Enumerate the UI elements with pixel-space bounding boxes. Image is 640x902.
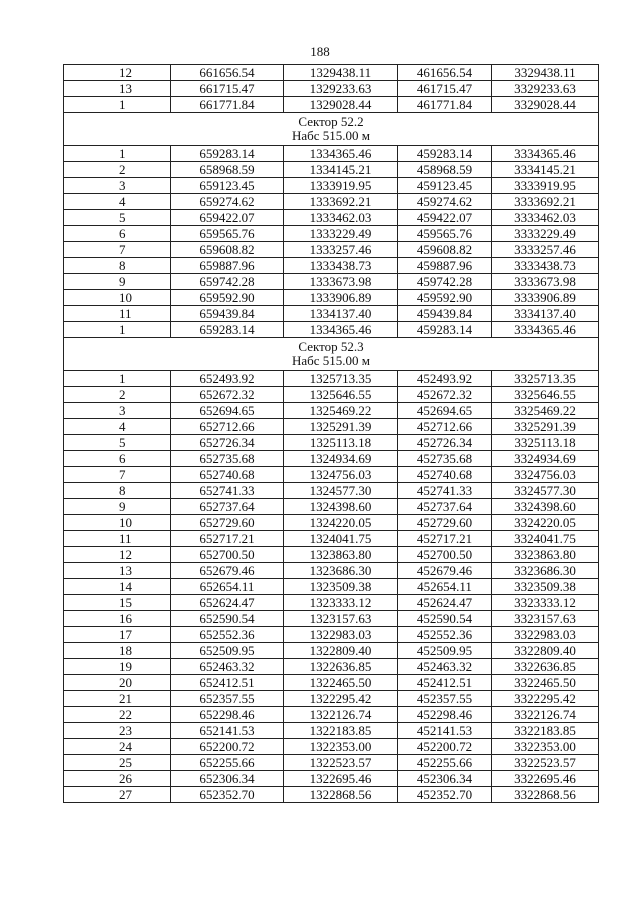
coord-y2-cell: 3322983.03 — [492, 627, 599, 643]
coord-y2-cell: 3325646.55 — [492, 387, 599, 403]
coord-x-cell: 652679.46 — [171, 563, 284, 579]
coord-y2-cell: 3324577.30 — [492, 483, 599, 499]
coord-y-cell: 1323157.63 — [284, 611, 398, 627]
coord-y-cell: 1322695.46 — [284, 771, 398, 787]
coord-y2-cell: 3333673.98 — [492, 274, 599, 290]
coord-y2-cell: 3322523.57 — [492, 755, 599, 771]
point-number-cell: 15 — [64, 595, 171, 611]
point-number-cell: 12 — [64, 65, 171, 81]
coord-x-cell: 659592.90 — [171, 290, 284, 306]
table-row — [64, 739, 599, 755]
coord-y-cell: 1322183.85 — [284, 723, 398, 739]
table-row — [64, 547, 599, 563]
table-row — [64, 210, 599, 226]
point-number-cell: 11 — [64, 531, 171, 547]
coord-x2-cell: 452654.11 — [398, 579, 492, 595]
point-number-cell: 2 — [64, 387, 171, 403]
coord-x-cell: 652735.68 — [171, 451, 284, 467]
table-row — [64, 659, 599, 675]
coord-y2-cell: 3322465.50 — [492, 675, 599, 691]
coord-x-cell: 652672.32 — [171, 387, 284, 403]
coord-y-cell: 1323863.80 — [284, 547, 398, 563]
coord-x-cell: 652726.34 — [171, 435, 284, 451]
coord-x2-cell: 452255.66 — [398, 755, 492, 771]
table-row — [64, 97, 599, 113]
point-number-cell: 5 — [64, 210, 171, 226]
point-number-cell: 17 — [64, 627, 171, 643]
point-number-cell: 12 — [64, 547, 171, 563]
table-row — [64, 403, 599, 419]
coord-x2-cell: 459123.45 — [398, 178, 492, 194]
coord-y2-cell: 3323863.80 — [492, 547, 599, 563]
coord-x-cell: 652463.32 — [171, 659, 284, 675]
coord-y2-cell: 3329233.63 — [492, 81, 599, 97]
coord-x-cell: 652729.60 — [171, 515, 284, 531]
coord-x-cell: 659742.28 — [171, 274, 284, 290]
coord-x-cell: 652654.11 — [171, 579, 284, 595]
coord-x-cell: 652694.65 — [171, 403, 284, 419]
coord-y2-cell: 3333692.21 — [492, 194, 599, 210]
table-row — [64, 81, 599, 97]
coord-x2-cell: 452735.68 — [398, 451, 492, 467]
coord-x2-cell: 452493.92 — [398, 371, 492, 387]
point-number-cell: 3 — [64, 403, 171, 419]
coord-y2-cell: 3324934.69 — [492, 451, 599, 467]
coord-x2-cell: 452412.51 — [398, 675, 492, 691]
table-row — [64, 675, 599, 691]
point-number-cell: 1 — [64, 322, 171, 338]
coord-y2-cell: 3322126.74 — [492, 707, 599, 723]
coord-x-cell: 652740.68 — [171, 467, 284, 483]
sector-header — [64, 113, 599, 146]
coord-x2-cell: 452717.21 — [398, 531, 492, 547]
coord-x-cell: 658968.59 — [171, 162, 284, 178]
coord-y-cell: 1334365.46 — [284, 322, 398, 338]
coord-x-cell: 659439.84 — [171, 306, 284, 322]
coord-y-cell: 1322523.57 — [284, 755, 398, 771]
coord-y-cell: 1323333.12 — [284, 595, 398, 611]
point-number-cell: 8 — [64, 258, 171, 274]
point-number-cell: 13 — [64, 563, 171, 579]
coord-y2-cell: 3333257.46 — [492, 242, 599, 258]
coord-y-cell: 1322868.56 — [284, 787, 398, 803]
coord-y2-cell: 3324756.03 — [492, 467, 599, 483]
coord-y2-cell: 3323157.63 — [492, 611, 599, 627]
point-number-cell: 1 — [64, 146, 171, 162]
coord-x-cell: 652306.34 — [171, 771, 284, 787]
point-number-cell: 18 — [64, 643, 171, 659]
coord-x2-cell: 461656.54 — [398, 65, 492, 81]
table-row — [64, 162, 599, 178]
coord-x-cell: 652624.47 — [171, 595, 284, 611]
coord-x-cell: 652298.46 — [171, 707, 284, 723]
coord-y2-cell: 3322295.42 — [492, 691, 599, 707]
coord-x2-cell: 452712.66 — [398, 419, 492, 435]
coord-x2-cell: 461715.47 — [398, 81, 492, 97]
table-row — [64, 306, 599, 322]
table-row — [64, 258, 599, 274]
point-number-cell: 24 — [64, 739, 171, 755]
table-row — [64, 226, 599, 242]
coord-y-cell: 1334365.46 — [284, 146, 398, 162]
coord-y2-cell: 3329438.11 — [492, 65, 599, 81]
coord-y-cell: 1334145.21 — [284, 162, 398, 178]
page-number: 188 — [310, 44, 330, 59]
coord-y-cell: 1324041.75 — [284, 531, 398, 547]
coord-x2-cell: 459608.82 — [398, 242, 492, 258]
coord-x-cell: 652255.66 — [171, 755, 284, 771]
coord-y2-cell: 3324398.60 — [492, 499, 599, 515]
coord-y2-cell: 3323509.38 — [492, 579, 599, 595]
coord-x2-cell: 459283.14 — [398, 146, 492, 162]
coord-y2-cell: 3324041.75 — [492, 531, 599, 547]
point-number-cell: 10 — [64, 290, 171, 306]
coord-y-cell: 1324220.05 — [284, 515, 398, 531]
coord-y2-cell: 3333919.95 — [492, 178, 599, 194]
table-row — [64, 467, 599, 483]
table-row — [64, 387, 599, 403]
coordinates-table-body — [64, 65, 599, 803]
point-number-cell: 19 — [64, 659, 171, 675]
coord-y-cell: 1322636.85 — [284, 659, 398, 675]
point-number-cell: 2 — [64, 162, 171, 178]
coord-y2-cell: 3333229.49 — [492, 226, 599, 242]
coord-y2-cell: 3322868.56 — [492, 787, 599, 803]
coord-x-cell: 659608.82 — [171, 242, 284, 258]
coord-y2-cell: 3322809.40 — [492, 643, 599, 659]
coord-x2-cell: 452729.60 — [398, 515, 492, 531]
table-row — [64, 194, 599, 210]
coord-x-cell: 652412.51 — [171, 675, 284, 691]
point-number-cell: 27 — [64, 787, 171, 803]
coord-x2-cell: 458968.59 — [398, 162, 492, 178]
table-row — [64, 579, 599, 595]
coord-y-cell: 1333462.03 — [284, 210, 398, 226]
coord-x2-cell: 452306.34 — [398, 771, 492, 787]
coord-x-cell: 652712.66 — [171, 419, 284, 435]
table-row — [64, 435, 599, 451]
coord-x-cell: 659887.96 — [171, 258, 284, 274]
table-row — [64, 643, 599, 659]
coord-x2-cell: 459887.96 — [398, 258, 492, 274]
coord-x2-cell: 452726.34 — [398, 435, 492, 451]
sector-header-row — [64, 338, 599, 371]
coord-x-cell: 659565.76 — [171, 226, 284, 242]
coord-x2-cell: 452352.70 — [398, 787, 492, 803]
table-row — [64, 483, 599, 499]
coord-x-cell: 652200.72 — [171, 739, 284, 755]
coord-y2-cell: 3333438.73 — [492, 258, 599, 274]
coord-y-cell: 1325113.18 — [284, 435, 398, 451]
coord-y-cell: 1322983.03 — [284, 627, 398, 643]
coordinates-table — [63, 64, 599, 803]
coord-x-cell: 659274.62 — [171, 194, 284, 210]
coord-x-cell: 652141.53 — [171, 723, 284, 739]
table-row — [64, 290, 599, 306]
coord-y-cell: 1324398.60 — [284, 499, 398, 515]
table-row — [64, 707, 599, 723]
coord-y2-cell: 3334145.21 — [492, 162, 599, 178]
coord-x2-cell: 459439.84 — [398, 306, 492, 322]
table-row — [64, 515, 599, 531]
point-number-cell: 20 — [64, 675, 171, 691]
coord-y-cell: 1325291.39 — [284, 419, 398, 435]
point-number-cell: 23 — [64, 723, 171, 739]
coord-y-cell: 1333906.89 — [284, 290, 398, 306]
coord-y-cell: 1333438.73 — [284, 258, 398, 274]
coord-x2-cell: 452679.46 — [398, 563, 492, 579]
coord-y-cell: 1322353.00 — [284, 739, 398, 755]
coord-y-cell: 1324756.03 — [284, 467, 398, 483]
coord-x2-cell: 452741.33 — [398, 483, 492, 499]
table-row — [64, 322, 599, 338]
point-number-cell: 10 — [64, 515, 171, 531]
coord-y-cell: 1322295.42 — [284, 691, 398, 707]
coord-x-cell: 652509.95 — [171, 643, 284, 659]
coord-x2-cell: 461771.84 — [398, 97, 492, 113]
coord-y2-cell: 3329028.44 — [492, 97, 599, 113]
table-row — [64, 65, 599, 81]
point-number-cell: 7 — [64, 242, 171, 258]
coord-x2-cell: 452509.95 — [398, 643, 492, 659]
coord-x2-cell: 452624.47 — [398, 595, 492, 611]
point-number-cell: 4 — [64, 194, 171, 210]
point-number-cell: 16 — [64, 611, 171, 627]
coord-x2-cell: 452141.53 — [398, 723, 492, 739]
coord-x-cell: 652552.36 — [171, 627, 284, 643]
table-row — [64, 242, 599, 258]
coord-y2-cell: 3325291.39 — [492, 419, 599, 435]
point-number-cell: 3 — [64, 178, 171, 194]
point-number-cell: 7 — [64, 467, 171, 483]
point-number-cell: 6 — [64, 226, 171, 242]
point-number-cell: 13 — [64, 81, 171, 97]
coord-x2-cell: 452694.65 — [398, 403, 492, 419]
point-number-cell: 1 — [64, 97, 171, 113]
coord-x2-cell: 452737.64 — [398, 499, 492, 515]
coord-x2-cell: 459274.62 — [398, 194, 492, 210]
coord-y-cell: 1325646.55 — [284, 387, 398, 403]
sector-header — [64, 338, 599, 371]
coord-x-cell: 659123.45 — [171, 178, 284, 194]
coord-y-cell: 1322465.50 — [284, 675, 398, 691]
coord-y2-cell: 3322695.46 — [492, 771, 599, 787]
table-row — [64, 563, 599, 579]
coord-y2-cell: 3322183.85 — [492, 723, 599, 739]
coord-x2-cell: 452700.50 — [398, 547, 492, 563]
coord-y-cell: 1333919.95 — [284, 178, 398, 194]
sector-height: Набс 515.00 м — [291, 353, 371, 368]
table-row — [64, 178, 599, 194]
point-number-cell: 25 — [64, 755, 171, 771]
coord-x-cell: 652493.92 — [171, 371, 284, 387]
coord-y-cell: 1323509.38 — [284, 579, 398, 595]
table-row — [64, 595, 599, 611]
coord-y-cell: 1333673.98 — [284, 274, 398, 290]
coord-x-cell: 659283.14 — [171, 146, 284, 162]
coord-y-cell: 1329028.44 — [284, 97, 398, 113]
coord-y-cell: 1325469.22 — [284, 403, 398, 419]
coord-x-cell: 652357.55 — [171, 691, 284, 707]
coord-x-cell: 652352.70 — [171, 787, 284, 803]
coord-x2-cell: 452298.46 — [398, 707, 492, 723]
coord-y2-cell: 3325713.35 — [492, 371, 599, 387]
coord-y-cell: 1333257.46 — [284, 242, 398, 258]
coord-x-cell: 652590.54 — [171, 611, 284, 627]
sector-title: Сектор 52.3 — [298, 339, 364, 354]
coord-y-cell: 1325713.35 — [284, 371, 398, 387]
table-row — [64, 611, 599, 627]
coord-y-cell: 1334137.40 — [284, 306, 398, 322]
coord-y2-cell: 3333462.03 — [492, 210, 599, 226]
sector-title: Сектор 52.2 — [298, 114, 364, 129]
coord-x-cell: 661715.47 — [171, 81, 284, 97]
coord-x-cell: 652700.50 — [171, 547, 284, 563]
coord-y-cell: 1322126.74 — [284, 707, 398, 723]
table-row — [64, 771, 599, 787]
coord-x2-cell: 459742.28 — [398, 274, 492, 290]
coord-y2-cell: 3325469.22 — [492, 403, 599, 419]
coord-y2-cell: 3334365.46 — [492, 322, 599, 338]
table-row — [64, 531, 599, 547]
coord-x-cell: 652737.64 — [171, 499, 284, 515]
coord-y2-cell: 3334365.46 — [492, 146, 599, 162]
coord-x-cell: 652717.21 — [171, 531, 284, 547]
table-row — [64, 723, 599, 739]
coord-x2-cell: 452672.32 — [398, 387, 492, 403]
table-row — [64, 499, 599, 515]
point-number-cell: 9 — [64, 499, 171, 515]
coord-y-cell: 1322809.40 — [284, 643, 398, 659]
coord-y-cell: 1333692.21 — [284, 194, 398, 210]
point-number-cell: 14 — [64, 579, 171, 595]
coord-y-cell: 1324577.30 — [284, 483, 398, 499]
coord-y2-cell: 3322636.85 — [492, 659, 599, 675]
coord-x2-cell: 459565.76 — [398, 226, 492, 242]
coord-y2-cell: 3322353.00 — [492, 739, 599, 755]
point-number-cell: 8 — [64, 483, 171, 499]
table-row — [64, 146, 599, 162]
coord-y-cell: 1333229.49 — [284, 226, 398, 242]
coord-x2-cell: 459283.14 — [398, 322, 492, 338]
table-row — [64, 274, 599, 290]
coord-x-cell: 659422.07 — [171, 210, 284, 226]
point-number-cell: 1 — [64, 371, 171, 387]
coord-x2-cell: 459592.90 — [398, 290, 492, 306]
coord-x-cell: 652741.33 — [171, 483, 284, 499]
point-number-cell: 26 — [64, 771, 171, 787]
coord-x2-cell: 452590.54 — [398, 611, 492, 627]
point-number-cell: 5 — [64, 435, 171, 451]
coord-y2-cell: 3325113.18 — [492, 435, 599, 451]
coord-y2-cell: 3323686.30 — [492, 563, 599, 579]
coord-y-cell: 1329233.63 — [284, 81, 398, 97]
point-number-cell: 4 — [64, 419, 171, 435]
table-row — [64, 755, 599, 771]
coord-x2-cell: 452552.36 — [398, 627, 492, 643]
point-number-cell: 21 — [64, 691, 171, 707]
coord-y-cell: 1324934.69 — [284, 451, 398, 467]
point-number-cell: 9 — [64, 274, 171, 290]
point-number-cell: 11 — [64, 306, 171, 322]
coord-y2-cell: 3323333.12 — [492, 595, 599, 611]
coord-x2-cell: 459422.07 — [398, 210, 492, 226]
coord-y2-cell: 3333906.89 — [492, 290, 599, 306]
coord-x2-cell: 452740.68 — [398, 467, 492, 483]
table-row — [64, 691, 599, 707]
coord-x-cell: 661656.54 — [171, 65, 284, 81]
coord-y2-cell: 3324220.05 — [492, 515, 599, 531]
coord-y2-cell: 3334137.40 — [492, 306, 599, 322]
coord-x2-cell: 452200.72 — [398, 739, 492, 755]
coord-x-cell: 659283.14 — [171, 322, 284, 338]
point-number-cell: 22 — [64, 707, 171, 723]
coord-x2-cell: 452357.55 — [398, 691, 492, 707]
point-number-cell: 6 — [64, 451, 171, 467]
coord-y-cell: 1323686.30 — [284, 563, 398, 579]
sector-header-row — [64, 113, 599, 146]
table-row — [64, 419, 599, 435]
sector-height: Набс 515.00 м — [291, 128, 371, 143]
coord-x2-cell: 452463.32 — [398, 659, 492, 675]
coord-x-cell: 661771.84 — [171, 97, 284, 113]
table-row — [64, 787, 599, 803]
table-row — [64, 627, 599, 643]
table-row — [64, 451, 599, 467]
table-row — [64, 371, 599, 387]
coord-y-cell: 1329438.11 — [284, 65, 398, 81]
